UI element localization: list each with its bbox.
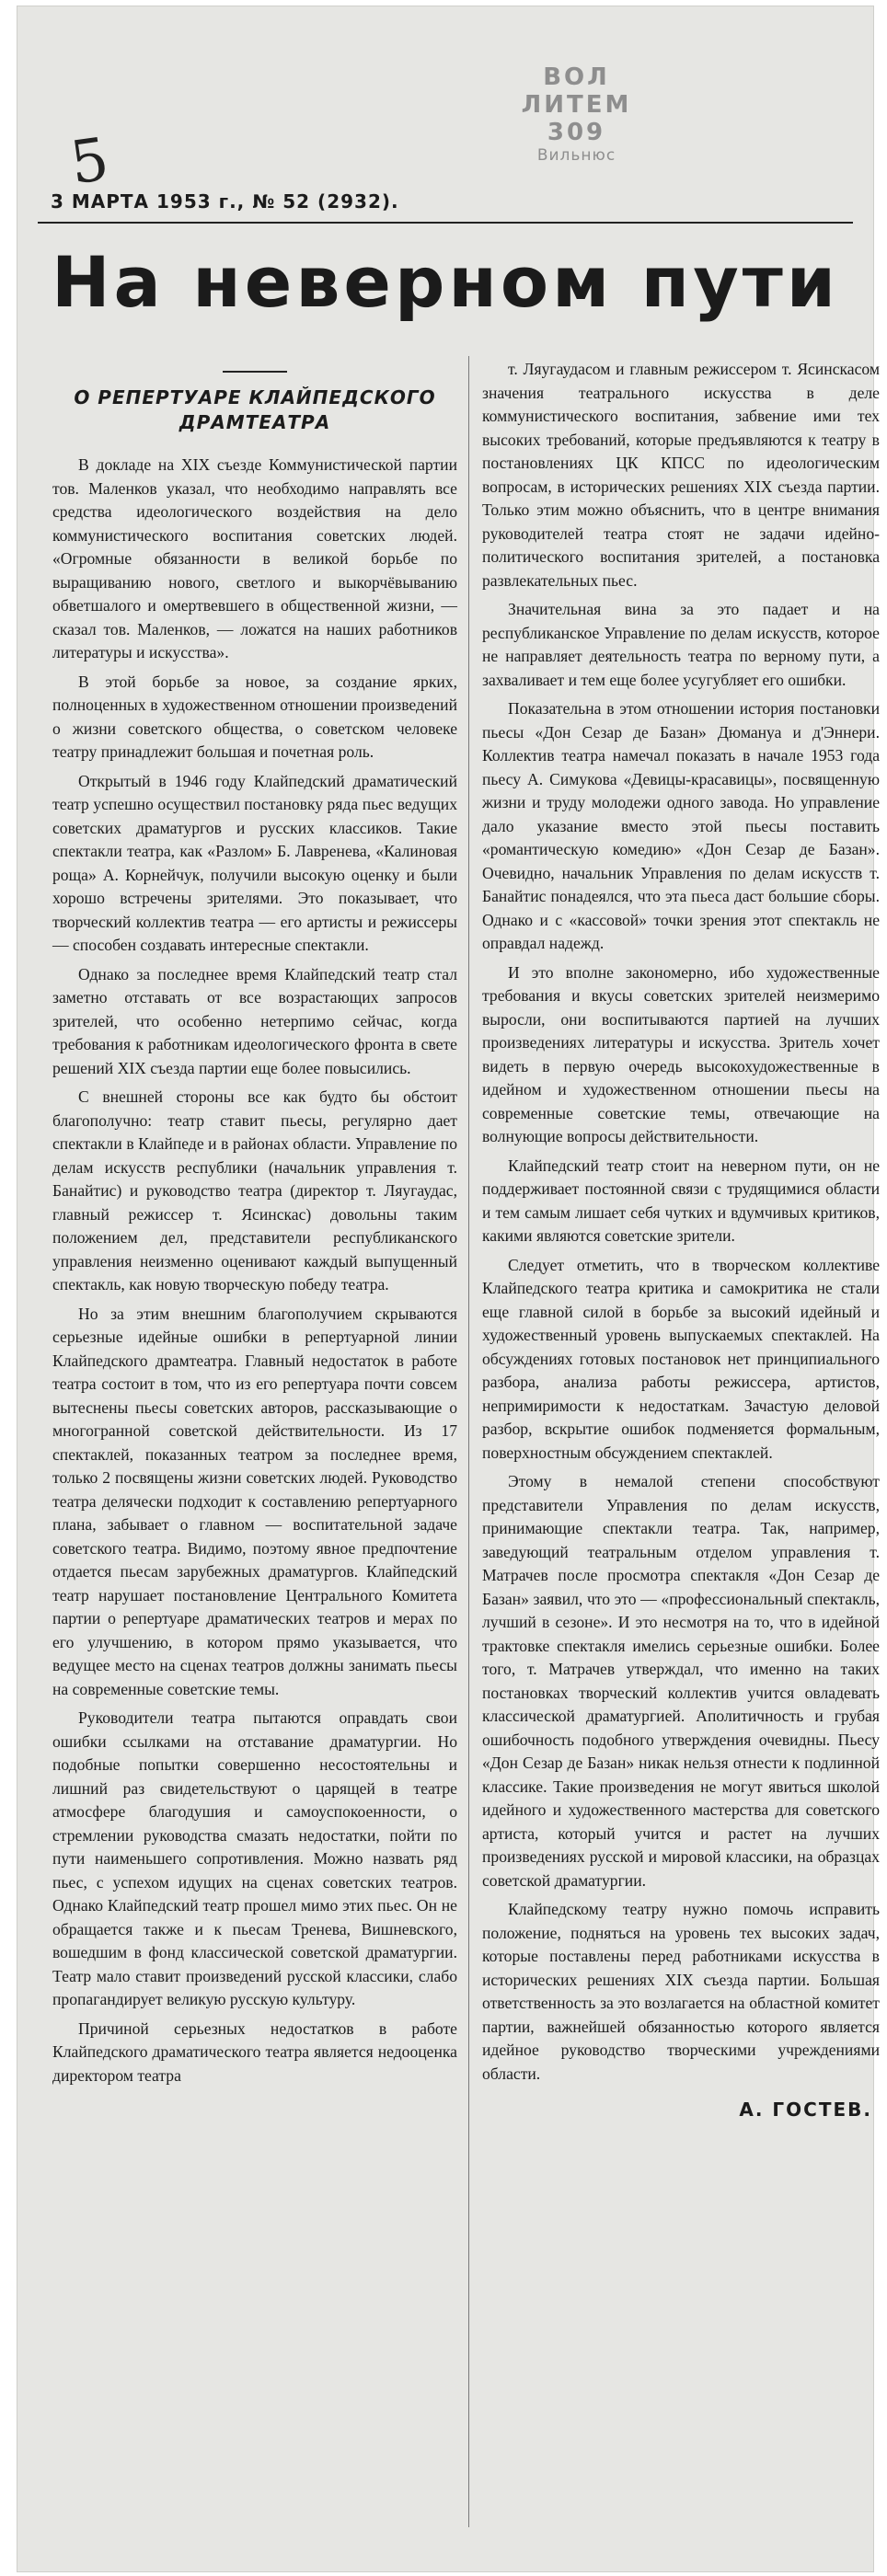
article-paragraph: т. Ляугаудасом и главным режиссером т. Ясинскасом значения театрального искусства в деле коммунистического воспитания, забвение ими тех высоких требований, которые предъявляются к театру в постановлениях ЦК КПСС по идеологическим вопросам, в исторических решениях XIX съезда партии. Только этим можно объяснить, что в центре внимания руководителей театра стоят не задачи идейно-политического воспитания зрителей, а постановка развлекательных пьес.: [482, 360, 880, 590]
article-headline: На неверном пути: [51, 241, 840, 323]
article-paragraph: Клайпедскому театру нужно помочь исправить положение, подняться на уровень тех высоких задач, которые поставлены перед работниками искусства в исторических решениях XIX съезда партии. Большая ответственность за это возлагается на областной комитет партии, важнейшей обязанностью которого является идейное руководство творческими учреждениями области.: [482, 1900, 880, 2083]
article-paragraph: С внешней стороны все как будто бы обстоит благополучно: театр ставит пьесы, регулярно дает спектакли в Клайпеде и в районах области. Управление по делам искусств республики (начальник управления т. Банайтис) и руководство театра (директор т. Ляугаудас, главный режиссер т. Ясинскас) довольны таким положением дел, представители республиканского управления неизменно оценивают каждый выпущенный спектакль, как новую творческую победу театра.: [52, 1087, 457, 1294]
article-paragraph: Показательна в этом отношении история постановки пьесы «Дон Сезар де Базан» Дюмануа и д'Эннери. Коллектив театра намечал показать в начале 1953 года пьесу А. Симукова «Девицы-красавицы», посвященную жизни и труду молодежи одного завода. Но управление дало указание вместо этой пьесы поставить «романтическую комедию» «Дон Сезар де Базан». Очевидно, начальник Управления по делам искусств т. Банайтис понадеялся, что эта пьеса даст большие сборы. Однако и с «кассовой» точки зрения этот спектакль не оправдал надежд.: [482, 699, 880, 952]
article-column-right: [482, 358, 880, 2122]
article-paragraph: Этому в немалой степени способствуют представители Управления по делам искусств, принимающие спектакли театра. Так, например, заведующий театральным отделом управления т. Матрачев после просмотра спектакля «Дон Сезар де Базан» заявил, что это — «профессиональный спектакль, лучший в сезоне». И это несмотря на то, что в идейной трактовке спектакля имелись серьезные ошибки. Более того, т. Матрачев утверждал, что именно на таких постановках творческий коллектив учится овладевать классической драматургией. Аполитичность и грубая ошибочность подобного утверждения очевидны. Пьесу «Дон Сезар де Базан» никак нельзя отнести к подлинной классике. Такие произведения не могут явиться школой идейного и художественного мастерства для советского артиста, который учится и растет на лучших произведениях русской и мировой классики, на образцах советской драматургии.: [482, 1472, 880, 1890]
article-subheadline: О РЕПЕРТУАРЕ КЛАЙПЕДСКОГО ДРАМТЕАТРА: [74, 386, 436, 433]
stamp-line-2: Вильнюс: [536, 146, 616, 165]
handwritten-mark: 5: [66, 125, 113, 199]
article-paragraph: В этой борьбе за новое, за создание ярких, полноценных в художественном отношении произведений о жизни советского общества, о советском человеке театру принадлежит большая и почетная роль.: [52, 672, 457, 761]
article-column-left: [52, 354, 457, 2093]
header-rule: [38, 222, 853, 224]
article-paragraph: Клайпедский театр стоит на неверном пути, он не поддерживает постоянной связи с трудящимися области и тем самым лишает себя чутких и вдумчивых критиков, какими являются советские зрители.: [482, 1156, 880, 1245]
subhead-dash: [223, 371, 287, 373]
right-column-body: [482, 358, 880, 2086]
left-column-body: [52, 454, 457, 2087]
article-paragraph: Открытый в 1946 году Клайпедский драматический театр успешно осуществил постановку ряда пьес ведущих советских драматургов и русских классиков. Такие спектакли театра, как «Разлом» Б. Лавренева, «Калиновая роща» А. Корнейчук, получили высокую оценку и были хорошо встречены зрителями. Это показывает, что творческий коллектив театра — его артисты и режиссеры — способен создавать интересные спектакли.: [52, 771, 457, 954]
article-paragraph: Значительная вина за это падает и на республиканское Управление по делам искусств, которое не направляет деятельность театра по верному пути, а захваливает и тем еще более усугубляет его ошибки.: [482, 600, 880, 689]
column-divider: [468, 356, 469, 2527]
article-paragraph: Однако за последнее время Клайпедский театр стал заметно отставать от все возрастающих запросов зрителей, что особенно нетерпимо сейчас, когда требования к работникам идеологического фронта в свете решений XIX съезда партии еще более повысились.: [52, 964, 457, 1077]
article-paragraph: В докладе на XIX съезде Коммунистической партии тов. Маленков указал, что необходимо направлять все средства идеологического воздействия на дело коммунистического воспитания советских людей. «Огромные обязанности в великой борьбе по выращиванию нового, светлого и выкорчёвыванию обветшалого и омертвевшего в общественной жизни, — сказал тов. Маленков, — ложатся на наших работников литературы и искусства».: [52, 455, 457, 661]
article-paragraph: Причиной серьезных недостатков в работе Клайпедского драматического театра является недооценка директором театра: [52, 2018, 457, 2085]
author-byline: А. ГОСТЕВ.: [739, 2099, 872, 2121]
library-stamp: [496, 63, 657, 165]
stamp-line-1: ВОЛ ЛИТЕМ 309: [521, 63, 632, 146]
article-paragraph: Но за этим внешним благополучием скрываются серьезные идейные ошибки в репертуарной линии Клайпедского драмтеатра. Главный недостаток в работе театра состоит в том, что из его репертуара почти совсем вытеснены пьесы советских авторов, рассказывающие о многогранной советской действительности. Из 17 спектаклей, показанных театром за последнее время, только 2 посвящены жизни советских людей. Руководство театра делячески подходит к составлению репертуарного плана, забывает о главном — воспитательной задаче советского театра. Видимо, поэтому явное предпочтение отдается пьесам зарубежных драматургов. Клайпедский театр нарушает постановление Центрального Комитета партии о репертуаре драматических театров и мерах по его улучшению, в котором прямо указывается, что ведущее место на сценах театров должны занимать пьесы на современные советские темы.: [52, 1304, 457, 1698]
article-paragraph: Руководители театра пытаются оправдать свои ошибки ссылками на отставание драматургии. Но подобные попытки совершенно несостоятельны и лишний раз свидетельствуют о царящей в театре атмосфере благодушия и самоуспокоенности, о стремлении руководства смазать недостатки, пойти по пути наименьшего сопротивления. Можно назвать ряд пьес, с успехом идущих на сценах советских театров. Однако Клайпедский театр прошел мимо этих пьес. Он не обращается также и к пьесам Тренева, Вишневского, вошедшим в фонд классической советской драматургии. Театр мало ставит произведений русской классики, слабо пропагандирует великую русскую культуру.: [52, 1708, 457, 2008]
article-paragraph: Следует отметить, что в творческом коллективе Клайпедского театра критика и самокритика не стали еще главной силой в борьбе за высокий идейный и художественный уровень выпускаемых спектаклей. На обсуждениях готовых постановок нет принципиального разбора, анализа работы режиссера, артистов, непримиримости к недостаткам. Зачастую деловой разбор, вскрытие ошибок подменяется формальным, поверхностным обсуждением спектаклей.: [482, 1255, 880, 1462]
article-paragraph: И это вполне закономерно, ибо художественные требования и вкусы советских зрителей неизмеримо выросли, они воспитываются партией на лучших произведениях литературы и искусства. Зритель хочет видеть в первую очередь высокохудожественные в идейном и художественном отношении пьесы на современные советские темы, отвечающие на волнующие вопросы действительности.: [482, 962, 880, 1145]
newspaper-page: [17, 6, 880, 2572]
issue-dateline: 3 МАРТА 1953 г., № 52 (2932).: [51, 190, 399, 213]
